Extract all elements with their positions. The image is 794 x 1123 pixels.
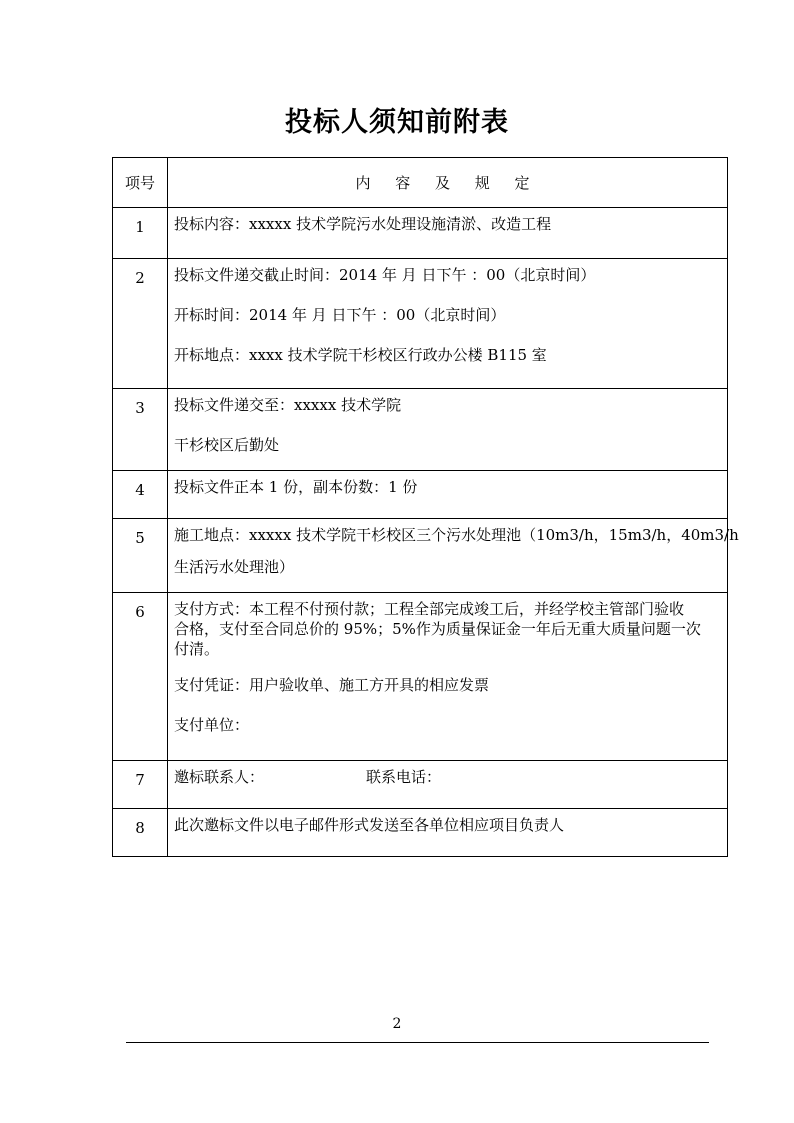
content-line: 生活污水处理池） [174, 558, 295, 576]
content-line: 投标文件正本 1 份，副本份数：1 份 [174, 478, 418, 496]
content-line: 支付单位： [174, 716, 250, 734]
contact-line [174, 767, 723, 787]
content-line: 支付凭证：用户验收单、施工方开具的相应发票 [174, 676, 490, 694]
content-line: 开标时间：2014 年 月 日下午 ：00（北京时间） [174, 306, 506, 324]
content-line: 干杉校区后勤处 [174, 436, 280, 454]
row-content [168, 471, 728, 519]
row-content [168, 761, 728, 809]
contact-person-label: 邀标联系人： [174, 768, 265, 786]
row-content [168, 593, 728, 761]
header-content: 内 容 及 规 定 [168, 158, 728, 208]
row-number: 7 [113, 761, 168, 809]
row-content [168, 809, 728, 857]
table-row [113, 208, 728, 259]
content-line: 投标内容：xxxxx 技术学院污水处理设施清淤、改造工程 [174, 215, 552, 233]
row-content [168, 208, 728, 259]
table-row [113, 809, 728, 857]
row-number: 6 [113, 593, 168, 761]
content-line: 投标文件递交至：xxxxx 技术学院 [174, 396, 402, 414]
content-line: 此次邀标文件以电子邮件形式发送至各单位相应项目负责人 [174, 816, 565, 834]
row-content [168, 259, 728, 389]
page-title: 投标人须知前附表 [285, 107, 509, 138]
contact-phone-label: 联系电话： [366, 768, 442, 786]
content-line: 开标地点：xxxx 技术学院干杉校区行政办公楼 B115 室 [174, 346, 547, 364]
header-item-no: 项号 [113, 158, 168, 208]
row-number: 2 [113, 259, 168, 389]
row-content [168, 519, 739, 593]
row-number: 8 [113, 809, 168, 857]
row-number: 1 [113, 208, 168, 259]
row-number: 4 [113, 471, 168, 519]
table-row [113, 519, 728, 593]
table-header-row [113, 158, 728, 208]
content-line: 付清。 [174, 640, 220, 658]
table-row [113, 389, 728, 471]
content-line: 支付方式：本工程不付预付款；工程全部完成竣工后，并经学校主管部门验收 [174, 600, 685, 618]
content-line: 施工地点：xxxxx 技术学院干杉校区三个污水处理池（10m3/h，15m3/h，40m3/h [174, 526, 739, 544]
page-number: 2 [392, 1016, 402, 1032]
table-row [113, 593, 728, 761]
row-number: 5 [113, 519, 168, 593]
table-row [113, 761, 728, 809]
table-row [113, 259, 728, 389]
row-number: 3 [113, 389, 168, 471]
table-row [113, 471, 728, 519]
info-table [112, 157, 739, 857]
footer-divider [126, 1042, 709, 1043]
content-line: 投标文件递交截止时间：2014 年 月 日下午 ：00（北京时间） [174, 266, 596, 284]
row-content [168, 389, 728, 471]
content-line: 合格，支付至合同总价的 95%；5%作为质量保证金一年后无重大质量问题一次 [174, 620, 701, 638]
